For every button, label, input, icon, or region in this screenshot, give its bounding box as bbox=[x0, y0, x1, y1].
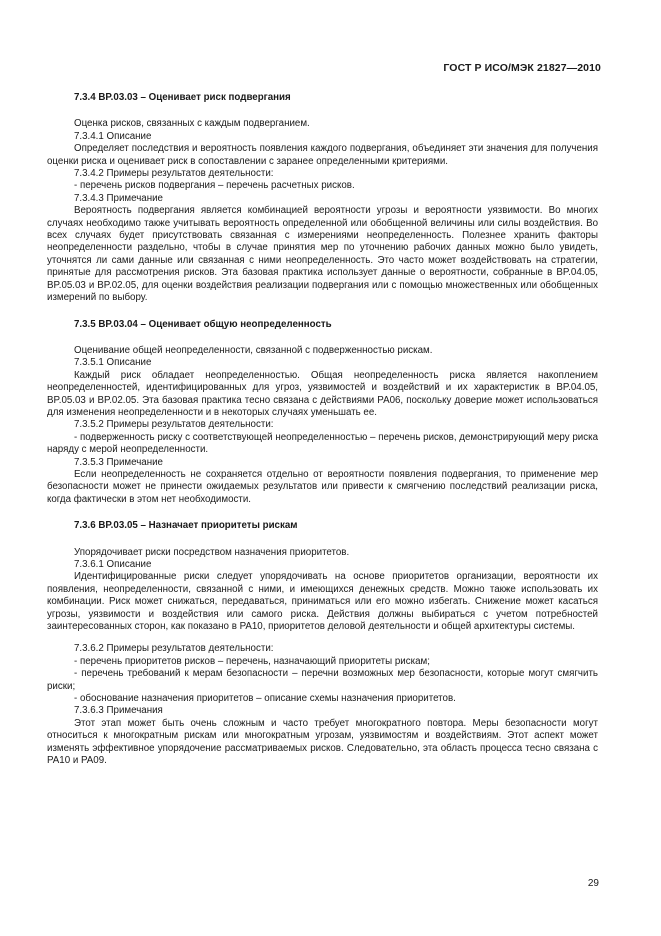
paragraph: Упорядочивает риски посредством назначения приоритетов. bbox=[74, 546, 350, 558]
section-heading-7-3-4: 7.3.4 BP.03.03 – Оценивает риск подвергания bbox=[74, 92, 291, 103]
subheading: 7.3.5.3 Примечание bbox=[74, 456, 163, 468]
paragraph: Каждый риск обладает неопределенностью. Общая неопределенность риска является накоплением неопределенностей, идентифицированных для угроз, уязвимостей и воздействий и их характеристик в BP.04.05, BP.05.03 и BP.02.05. Эта базовая практика тесно связана с действиями PA06, поскольку доверие может использоваться для изменения неопределенности и в некоторых случаях уменьшать ее. bbox=[47, 369, 598, 418]
subheading: 7.3.5.1 Описание bbox=[74, 357, 152, 369]
subheading: 7.3.5.2 Примеры результатов деятельности: bbox=[74, 419, 274, 431]
paragraph: Этот этап может быть очень сложным и часто требует многократного повтора. Меры безопасности могут относиться к многократным рискам или многократным угрозам, уязвимостям и воздействиям. Этот аспект может изменять эффективное упорядочение рассматриваемых рисков. Следовательно, эта область процесса тесно связана с PA10 и PA09. bbox=[47, 717, 598, 767]
list-item: - перечень требований к мерам безопасности – перечни возможных мер безопасности, которые могут смягчить риски; bbox=[47, 668, 598, 692]
paragraph: Идентифицированные риски следует упорядочивать на основе приоритетов организации, вероятности их появления, неопределенности, связанной с ними, и имеющихся денежных средств. Можно также использовать их комбинации. Риск может снижаться, передаваться, приниматься или его можно избегать. Снижение может касаться угрозы, уязвимости и воздействия или самого риска. Действия должны выбираться с учетом потребностей заинтересованных сторон, как показано в PA10, приоритетов деловой деятельности и общей архитектуры системы. bbox=[47, 571, 598, 633]
section-heading-7-3-5: 7.3.5 BP.03.04 – Оценивает общую неопределенность bbox=[74, 318, 332, 330]
subheading: 7.3.6.2 Примеры результатов деятельности: bbox=[74, 643, 274, 655]
list-item: - перечень рисков подвергания – перечень расчетных рисков. bbox=[74, 180, 355, 192]
subheading: 7.3.6.1 Описание bbox=[74, 559, 152, 570]
list-item: - подверженность риску с соответствующей неопределенностью – перечень рисков, демонстрирующий меру риска наряду с мерой неопределенности. bbox=[47, 431, 598, 456]
list-item: - обоснование назначения приоритетов – описание схемы назначения приоритетов. bbox=[74, 693, 456, 705]
subheading: 7.3.4.1 Описание bbox=[74, 130, 152, 142]
paragraph: Оценка рисков, связанных с каждым подверганием. bbox=[74, 118, 310, 130]
paragraph: Оценивание общей неопределенности, связанной с подверженностью рискам. bbox=[74, 344, 433, 356]
paragraph: Если неопределенность не сохраняется отдельно от вероятности появления подвергания, то применение мер безопасности может не принести ожидаемых результатов или привести к смягчению последствий реализации риска, когда фактически в этом нет необходимости. bbox=[47, 468, 598, 505]
section-heading-7-3-6: 7.3.6 BP.03.05 – Назначает приоритеты рискам bbox=[74, 520, 298, 532]
list-item: - перечень приоритетов рисков – перечень, назначающий приоритеты рискам; bbox=[74, 655, 430, 667]
subheading: 7.3.4.2 Примеры результатов деятельности: bbox=[74, 168, 274, 180]
subheading: 7.3.4.3 Примечание bbox=[74, 192, 163, 204]
page-number: 29 bbox=[587, 878, 599, 889]
paragraph: Вероятность подвергания является комбинацией вероятности угрозы и вероятности уязвимости. Во многих случаях необходимо также учитывать вероятность определенной или обобщенной величины или силы воздействия. Во всех случаях будет присутствовать связанная с измерениями неопределенность. Полезнее хранить факторы неопределенности раздельно, чтобы в случае принятия мер по уточнению рабочих данных можно было увидеть, уточнятся ли сами данные или связанная с ними неопределенность. Это часто может воздействовать на стратегии, принятые для рассмотрения рисков. Эта базовая практика использует данные о вероятности, собранные в BP.04.05, BP.05.03 и BP.02.05, для оценки воздействия реализации подвергания или с помощью множественных или обобщенных измерений по выбору. bbox=[47, 205, 598, 304]
page-content bbox=[47, 92, 598, 768]
subheading: 7.3.6.3 Примечания bbox=[74, 705, 163, 717]
paragraph: Определяет последствия и вероятность появления каждого подвергания, объединяет эти значения для получения оценки риска и оценивает риск в сопоставлении с заранее определенными критериями. bbox=[47, 143, 598, 167]
standard-header: ГОСТ Р ИСО/МЭК 21827—2010 bbox=[443, 62, 601, 74]
